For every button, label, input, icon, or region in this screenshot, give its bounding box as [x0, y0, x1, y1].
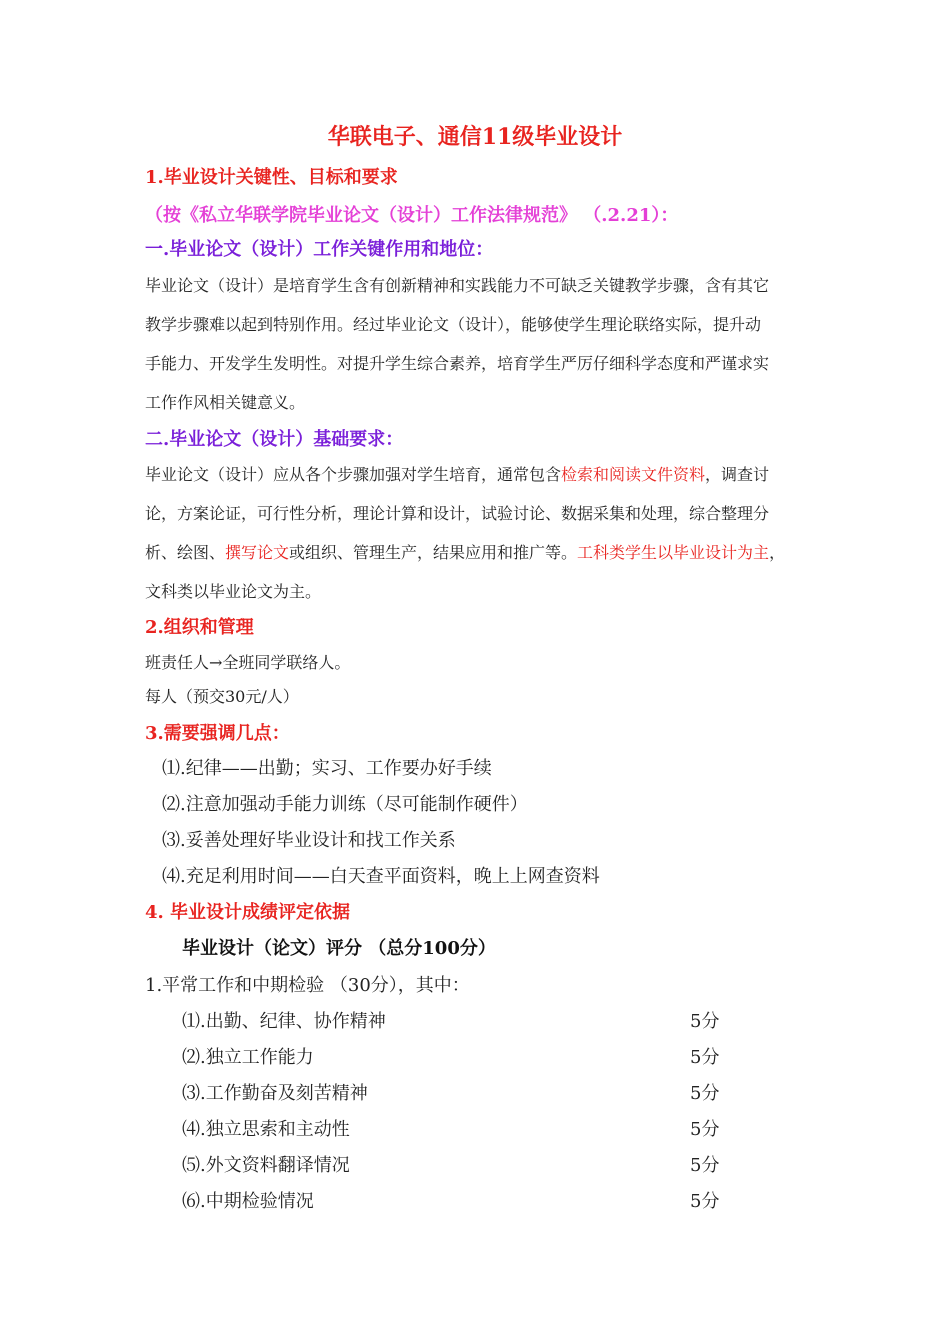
part-2-highlight: 工科类学生以毕业设计为主 — [577, 543, 770, 562]
part-2-highlight: 检索和阅读文件资料 — [561, 465, 706, 484]
section-3-heading: 3.需要强调几点： — [145, 723, 290, 744]
part-2-line: 文科类以毕业论文为主。 — [145, 582, 322, 601]
part-1-line: 工作作风相关键意义。 — [145, 393, 306, 412]
part-2-text: ，调查讨 — [705, 465, 770, 484]
section-3-item: ⑴.纪律——出勤；实习、工作要办好手续 — [162, 758, 492, 779]
part-2-text: 析、绘图、 — [145, 543, 226, 562]
score-row — [182, 1079, 782, 1105]
part-1-line: 教学步骤难以起到特别作用。经过毕业论文（设计），能够使学生理论联络实际，提升动 — [145, 315, 762, 334]
part-2-text: 或组织、管理生产，结果应用和推广等。 — [289, 543, 578, 562]
part-2-line — [145, 462, 769, 485]
score-value: 5分 — [690, 1011, 720, 1032]
score-value: 5分 — [690, 1155, 720, 1176]
section-2-line: 班责任人→全班同学联络人。 — [145, 653, 351, 672]
score-row — [182, 1187, 782, 1213]
section-1-heading: 1.毕业设计关键性、目标和要求 — [145, 167, 398, 188]
section-3-item: ⑵.注意加强动手能力训练（尽可能制作硬件） — [162, 794, 528, 815]
score-label: ⑴.出勤、纪律、协作精神 — [182, 1011, 386, 1032]
score-value: 5分 — [690, 1083, 720, 1104]
score-label: ⑶.工作勤奋及刻苦精神 — [182, 1083, 368, 1104]
score-label: ⑵.独立工作能力 — [182, 1047, 314, 1068]
score-row — [182, 1151, 782, 1177]
part-2-heading: 二.毕业论文（设计）基础要求： — [145, 429, 404, 450]
part-1-line: 毕业论文（设计）是培育学生含有创新精神和实践能力不可缺乏关键教学步骤，含有其它 — [145, 276, 770, 295]
part-1-line: 手能力、开发学生发明性。对提升学生综合素养，培育学生严厉仔细科学态度和严谨求实 — [145, 354, 770, 373]
part-1-heading: 一.毕业论文（设计）工作关键作用和地位： — [145, 239, 494, 260]
score-value: 5分 — [690, 1047, 720, 1068]
part-2-text: 毕业论文（设计）应从各个步骤加强对学生培育，通常包含 — [145, 465, 562, 484]
score-value: 5分 — [690, 1119, 720, 1140]
section-2-line: 每人（预交30元/人） — [145, 687, 299, 706]
score-label: ⑷.独立思索和主动性 — [182, 1119, 350, 1140]
score-label: ⑹.中期检验情况 — [182, 1191, 314, 1212]
section-3-item: ⑶.妥善处理好毕业设计和找工作关系 — [162, 830, 456, 851]
section-4-heading: 4. 毕业设计成绩评定依据 — [145, 902, 351, 923]
score-row — [182, 1007, 782, 1033]
part-2-line: 论，方案论证，可行性分析，理论计算和设计，试验讨论、数据采集和处理，综合整理分 — [145, 504, 770, 523]
section-1-note: （按《私立华联学院毕业论文（设计）工作法律规范》 （.2.21）： — [145, 205, 679, 226]
part-2-line — [145, 540, 785, 563]
section-4-subheading: 毕业设计（论文）评分 （总分100分） — [182, 938, 496, 959]
part-2-text: ， — [769, 543, 786, 562]
score-label: ⑸.外文资料翻译情况 — [182, 1155, 350, 1176]
score-row — [182, 1115, 782, 1141]
score-row — [182, 1043, 782, 1069]
part-2-highlight: 撰写论文 — [225, 543, 290, 562]
section-4-item: 1.平常工作和中期检验 （30分），其中： — [145, 975, 470, 996]
section-2-heading: 2.组织和管理 — [145, 617, 254, 638]
score-value: 5分 — [690, 1191, 720, 1212]
section-3-item: ⑷.充足利用时间——白天查平面资料，晚上上网查资料 — [162, 866, 600, 887]
page-title: 华联电子、通信11级毕业设计 — [327, 124, 623, 150]
